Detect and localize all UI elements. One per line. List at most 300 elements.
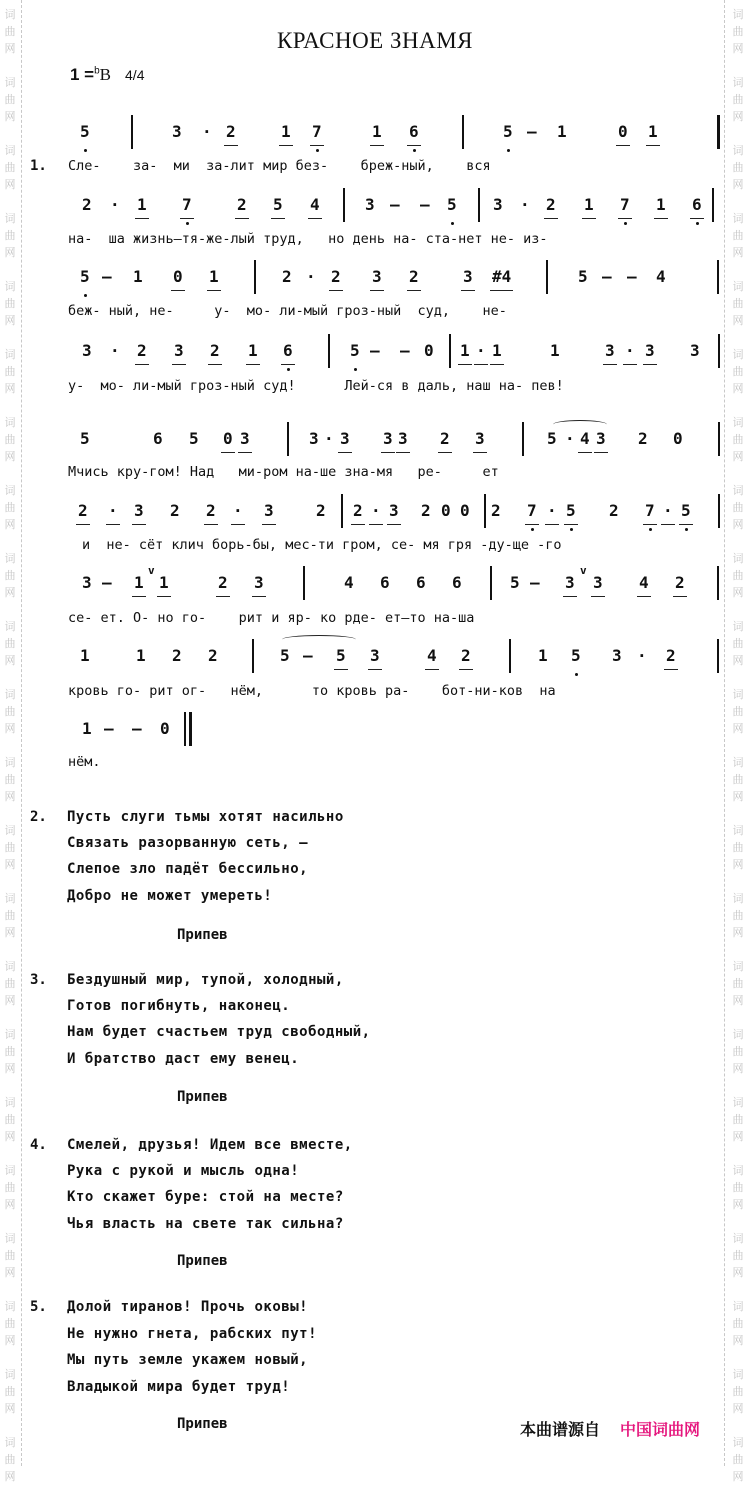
note: 2 [331,267,341,286]
watermark-char: 曲 [4,1385,16,1398]
note: 0 [460,501,470,520]
note: 2 [210,341,220,360]
note: 5 [80,122,90,141]
watermark-char: 网 [4,110,16,123]
watermark-char: 网 [4,858,16,871]
verse-line: Кто скажет буре: стой на месте? [67,1189,344,1205]
watermark-char: 词 [4,8,16,21]
note: — [132,719,142,738]
barline [718,422,720,456]
watermark-char: 词 [732,144,744,157]
watermark-char: 曲 [732,637,744,650]
watermark-char: 词 [4,76,16,89]
barline [328,334,330,368]
note: 1 [248,341,258,360]
note: 3 [365,195,375,214]
watermark-char: 网 [4,1198,16,1211]
barline [717,115,720,149]
watermark-group [730,816,746,884]
watermark-group [2,952,18,1020]
lyrics-row-8: кровь го- рит ог- нём, то кровь ра- бот-ни-ков на [68,683,556,699]
note: 1 [159,573,169,592]
verse-line: Мы путь земле укажем новый, [67,1352,309,1368]
note: 1 [134,573,144,592]
score-row-5 [0,428,750,458]
watermark-char: 曲 [732,1249,744,1262]
watermark-char: 曲 [4,637,16,650]
key-tonic: 1 = [70,65,95,84]
watermark-group [730,884,746,952]
watermark-char: 词 [4,960,16,973]
watermark-char: 曲 [732,297,744,310]
watermark-char: 词 [4,212,16,225]
barline [718,494,720,528]
watermark-char: 网 [4,314,16,327]
watermark-char: 网 [732,654,744,667]
verse-line: Чья власть на свете так сильна? [67,1216,344,1232]
note: 3 [240,429,250,448]
watermark-char: 曲 [732,93,744,106]
watermark-char: 网 [732,994,744,1007]
watermark-char: 网 [732,1402,744,1415]
source-label: 本曲谱源自 [520,1420,601,1439]
verse-line: Нам будет счастьем труд свободный, [67,1024,371,1040]
watermark-char: 词 [732,76,744,89]
note: 0 [424,341,434,360]
verse-line: Готов погибнуть, наконец. [67,998,291,1014]
watermark-char: 网 [4,450,16,463]
note: 1 [550,341,560,360]
barline [546,260,548,294]
note: · [324,429,334,448]
note: 3 [383,429,393,448]
time-signature: 4/4 [125,67,145,83]
watermark-left-column [2,0,18,1496]
note: 2 [78,501,88,520]
score-row-1 [0,121,750,151]
watermark-char: 网 [732,42,744,55]
barline [449,334,451,368]
chorus-label: Припев [177,1089,228,1105]
note: 2 [208,646,218,665]
note: 6 [416,573,426,592]
song-title: КРАСНОЕ ЗНАМЯ [276,28,474,53]
note: — [390,195,400,214]
note: 1 [557,122,567,141]
barline [462,115,464,149]
note: 2 [282,267,292,286]
watermark-char: 网 [4,1470,16,1483]
watermark-char: 网 [732,518,744,531]
source-site-link[interactable]: 中国词曲网 [620,1420,701,1439]
note: 7 [645,501,655,520]
note: · [108,501,118,520]
watermark-char: 曲 [732,1385,744,1398]
watermark-char: 词 [4,1436,16,1449]
note: 6 [283,341,293,360]
note: 3 [596,429,606,448]
note: 1 [133,267,143,286]
watermark-group [2,1360,18,1428]
score-row-4 [0,340,750,370]
note: — [104,719,114,738]
note: 5 [273,195,283,214]
watermark-char: 网 [732,858,744,871]
flat-sign: b [94,65,100,77]
verse-line: Связать разорванную сеть, — [67,835,309,851]
barline [509,639,511,673]
score-row-6 [0,500,750,530]
note: — [370,341,380,360]
watermark-char: 曲 [732,841,744,854]
verse-line: Добро не может умереть! [67,888,273,904]
barline [341,494,343,528]
note: 3 [372,267,382,286]
lyrics-row-5: Мчись кру-гом! Над ми-ром на-ше зна-мя ре- ет [68,464,499,480]
note: 5 [681,501,691,520]
watermark-char: 曲 [732,1181,744,1194]
watermark-char: 网 [4,178,16,191]
note: 3 [82,341,92,360]
score-row-3 [0,266,750,296]
note: · [637,646,647,665]
note: · [663,501,673,520]
key-note: B [99,65,112,84]
note: 4 [656,267,666,286]
note: 4 [344,573,354,592]
note: #4 [492,267,512,286]
note: 3 [82,573,92,592]
note: 2 [137,341,147,360]
note: 1 [82,719,92,738]
watermark-char: 词 [732,1028,744,1041]
watermark-char: 曲 [4,1113,16,1126]
watermark-group [730,1292,746,1360]
watermark-group [2,1292,18,1360]
watermark-char: 曲 [732,229,744,242]
watermark-char: 曲 [732,161,744,174]
lyrics-row-1: Сле- за- ми за-лит мир без- бреж-ный, вся [68,158,491,174]
watermark-group [730,748,746,816]
watermark-char: 词 [4,416,16,429]
note: 4 [310,195,320,214]
note: 5 [578,267,588,286]
watermark-char: 词 [4,1232,16,1245]
note: 2 [675,573,685,592]
barline [343,188,345,222]
note: 2 [218,573,228,592]
note: 0 [173,267,183,286]
note: 7 [527,501,537,520]
watermark-group [2,1224,18,1292]
note: 6 [692,195,702,214]
note: 3 [398,429,408,448]
watermark-char: 网 [4,722,16,735]
barline [522,422,524,456]
note: · [520,195,530,214]
watermark-char: 曲 [4,841,16,854]
watermark-char: 曲 [4,909,16,922]
lyrics-row-3: беж- ный, не- у- мо- ли-мый гроз-ный суд, не- [68,303,507,319]
note: · [371,501,381,520]
watermark-char: 词 [4,688,16,701]
watermark-char: 曲 [732,1113,744,1126]
watermark-char: 词 [4,1164,16,1177]
note: — [102,267,112,286]
note: 1 [584,195,594,214]
note: 5 [447,195,457,214]
note: · [547,501,557,520]
watermark-group [2,1156,18,1224]
watermark-group [2,748,18,816]
note: 4 [639,573,649,592]
slur [282,635,356,644]
watermark-char: 曲 [4,501,16,514]
note: 6 [380,573,390,592]
watermark-char: 曲 [4,229,16,242]
note: 3 [593,573,603,592]
barline [189,712,192,746]
watermark-char: 词 [4,1368,16,1381]
watermark-char: 网 [4,518,16,531]
note: 3 [254,573,264,592]
note: 2 [609,501,619,520]
note: v [580,564,587,577]
barline [484,494,486,528]
watermark-char: 词 [4,892,16,905]
watermark-char: 词 [4,552,16,565]
lyrics-row-9: нём. [68,754,101,770]
note: 5 [80,429,90,448]
note: 5 [280,646,290,665]
barline [717,260,719,294]
watermark-char: 词 [732,348,744,361]
watermark-char: 网 [4,1334,16,1347]
watermark-char: 网 [732,1470,744,1483]
watermark-char: 网 [4,790,16,803]
watermark-char: 网 [4,654,16,667]
note: — [420,195,430,214]
watermark-char: 曲 [732,1453,744,1466]
note: 3 [370,646,380,665]
note: — [627,267,637,286]
watermark-char: 曲 [732,1317,744,1330]
note: 3 [493,195,503,214]
lyrics-row-6: и не- сёт клич борь-бы, мес-ти гром, се- мя гря -ду-ще -го [82,537,562,553]
watermark-char: 曲 [4,365,16,378]
watermark-char: 词 [732,484,744,497]
watermark-char: 词 [732,620,744,633]
watermark-char: 词 [732,212,744,225]
watermark-char: 曲 [732,569,744,582]
note: 3 [309,429,319,448]
score-row-9 [0,718,750,748]
watermark-char: 词 [732,416,744,429]
verse-line: Долой тиранов! Прочь оковы! [67,1299,309,1315]
watermark-char: 网 [4,586,16,599]
note: 0 [160,719,170,738]
watermark-group [730,1088,746,1156]
verse-number-1: 1. [30,158,47,174]
note: 1 [492,341,502,360]
watermark-char: 网 [4,994,16,1007]
watermark-char: 曲 [4,1181,16,1194]
note: · [625,341,635,360]
watermark-char: 词 [732,960,744,973]
note: 2 [226,122,236,141]
watermark-char: 词 [732,1164,744,1177]
watermark-char: 网 [732,314,744,327]
watermark-char: 网 [4,1062,16,1075]
watermark-char: 曲 [4,1249,16,1262]
barline [303,566,305,600]
note: 2 [172,646,182,665]
barline [490,566,492,600]
watermark-char: 网 [4,42,16,55]
score-row-7 [0,564,750,602]
watermark-char: 网 [732,246,744,259]
note: 5 [336,646,346,665]
watermark-group [2,816,18,884]
score-row-2 [0,194,750,224]
watermark-char: 词 [4,756,16,769]
note: 3 [389,501,399,520]
watermark-char: 词 [732,756,744,769]
note: 1 [372,122,382,141]
note: 2 [638,429,648,448]
watermark-char: 网 [732,722,744,735]
note: 2 [421,501,431,520]
watermark-group [730,1020,746,1088]
note: 1 [80,646,90,665]
watermark-char: 曲 [732,909,744,922]
watermark-char: 网 [732,450,744,463]
note: 1 [656,195,666,214]
chorus-label: Припев [177,927,228,943]
note: 3 [645,341,655,360]
watermark-char: 曲 [732,433,744,446]
barline [478,188,480,222]
note: · [233,501,243,520]
note: 1 [460,341,470,360]
watermark-char: 网 [732,110,744,123]
note: — [400,341,410,360]
watermark-char: 曲 [4,25,16,38]
note: 2 [170,501,180,520]
note: 7 [312,122,322,141]
barline [252,639,254,673]
verse-line: Бездушный мир, тупой, холодный, [67,972,344,988]
watermark-char: 词 [4,620,16,633]
note: 5 [571,646,581,665]
note: 2 [546,195,556,214]
note: 2 [461,646,471,665]
watermark-char: 词 [732,1368,744,1381]
watermark-char: 词 [732,1232,744,1245]
watermark-char: 词 [732,1300,744,1313]
watermark-char: 词 [732,1436,744,1449]
note: 3 [612,646,622,665]
watermark-group [2,1088,18,1156]
note: 3 [172,122,182,141]
watermark-char: 曲 [4,1045,16,1058]
note: 3 [565,573,575,592]
note: 7 [620,195,630,214]
barline [131,115,133,149]
watermark-char: 曲 [4,93,16,106]
note: 5 [80,267,90,286]
note: 6 [153,429,163,448]
barline [718,334,720,368]
watermark-group [730,1360,746,1428]
watermark-group [730,1156,746,1224]
watermark-char: 网 [732,382,744,395]
note: 2 [491,501,501,520]
watermark-group [730,1224,746,1292]
note: 5 [566,501,576,520]
chorus-label: Припев [177,1253,228,1269]
watermark-char: 网 [732,1266,744,1279]
watermark-char: 词 [4,144,16,157]
watermark-char: 网 [732,1334,744,1347]
watermark-char: 曲 [732,1045,744,1058]
source-credit [520,1417,700,1440]
note: 7 [182,195,192,214]
lyrics-row-7: се- ет. О- но го- рит и яр- ко рде- ет—то на-ша [68,610,475,626]
note: — [602,267,612,286]
watermark-char: 曲 [4,977,16,990]
watermark-char: 曲 [4,1317,16,1330]
note: 5 [189,429,199,448]
watermark-group [2,1020,18,1088]
note: 3 [463,267,473,286]
watermark-char: 词 [732,892,744,905]
note: v [148,564,155,577]
note: — [102,573,112,592]
chorus-label: Припев [177,1416,228,1432]
watermark-group [730,1428,746,1496]
watermark-char: 网 [4,926,16,939]
note: 1 [136,646,146,665]
barline [254,260,256,294]
watermark-char: 曲 [732,773,744,786]
watermark-char: 词 [732,280,744,293]
watermark-char: 曲 [4,297,16,310]
verse-line: Рука с рукой и мысль одна! [67,1163,300,1179]
watermark-char: 词 [732,824,744,837]
barline [184,712,186,746]
watermark-char: 曲 [4,705,16,718]
note: 3 [605,341,615,360]
watermark-char: 曲 [4,569,16,582]
watermark-char: 网 [4,1130,16,1143]
watermark-char: 曲 [732,977,744,990]
watermark-char: 词 [732,688,744,701]
verse-line: Пусть слуги тьмы хотят насильно [67,809,344,825]
watermark-char: 网 [4,1402,16,1415]
watermark-group [730,952,746,1020]
watermark-char: 网 [732,1198,744,1211]
watermark-char: 词 [4,280,16,293]
watermark-char: 词 [732,8,744,21]
watermark-char: 曲 [4,773,16,786]
note: 0 [618,122,628,141]
watermark-char: 网 [4,382,16,395]
watermark-char: 曲 [4,1453,16,1466]
verse-line: Слепое зло падёт бессильно, [67,861,309,877]
watermark-right-column [730,0,746,1496]
watermark-char: 网 [732,586,744,599]
